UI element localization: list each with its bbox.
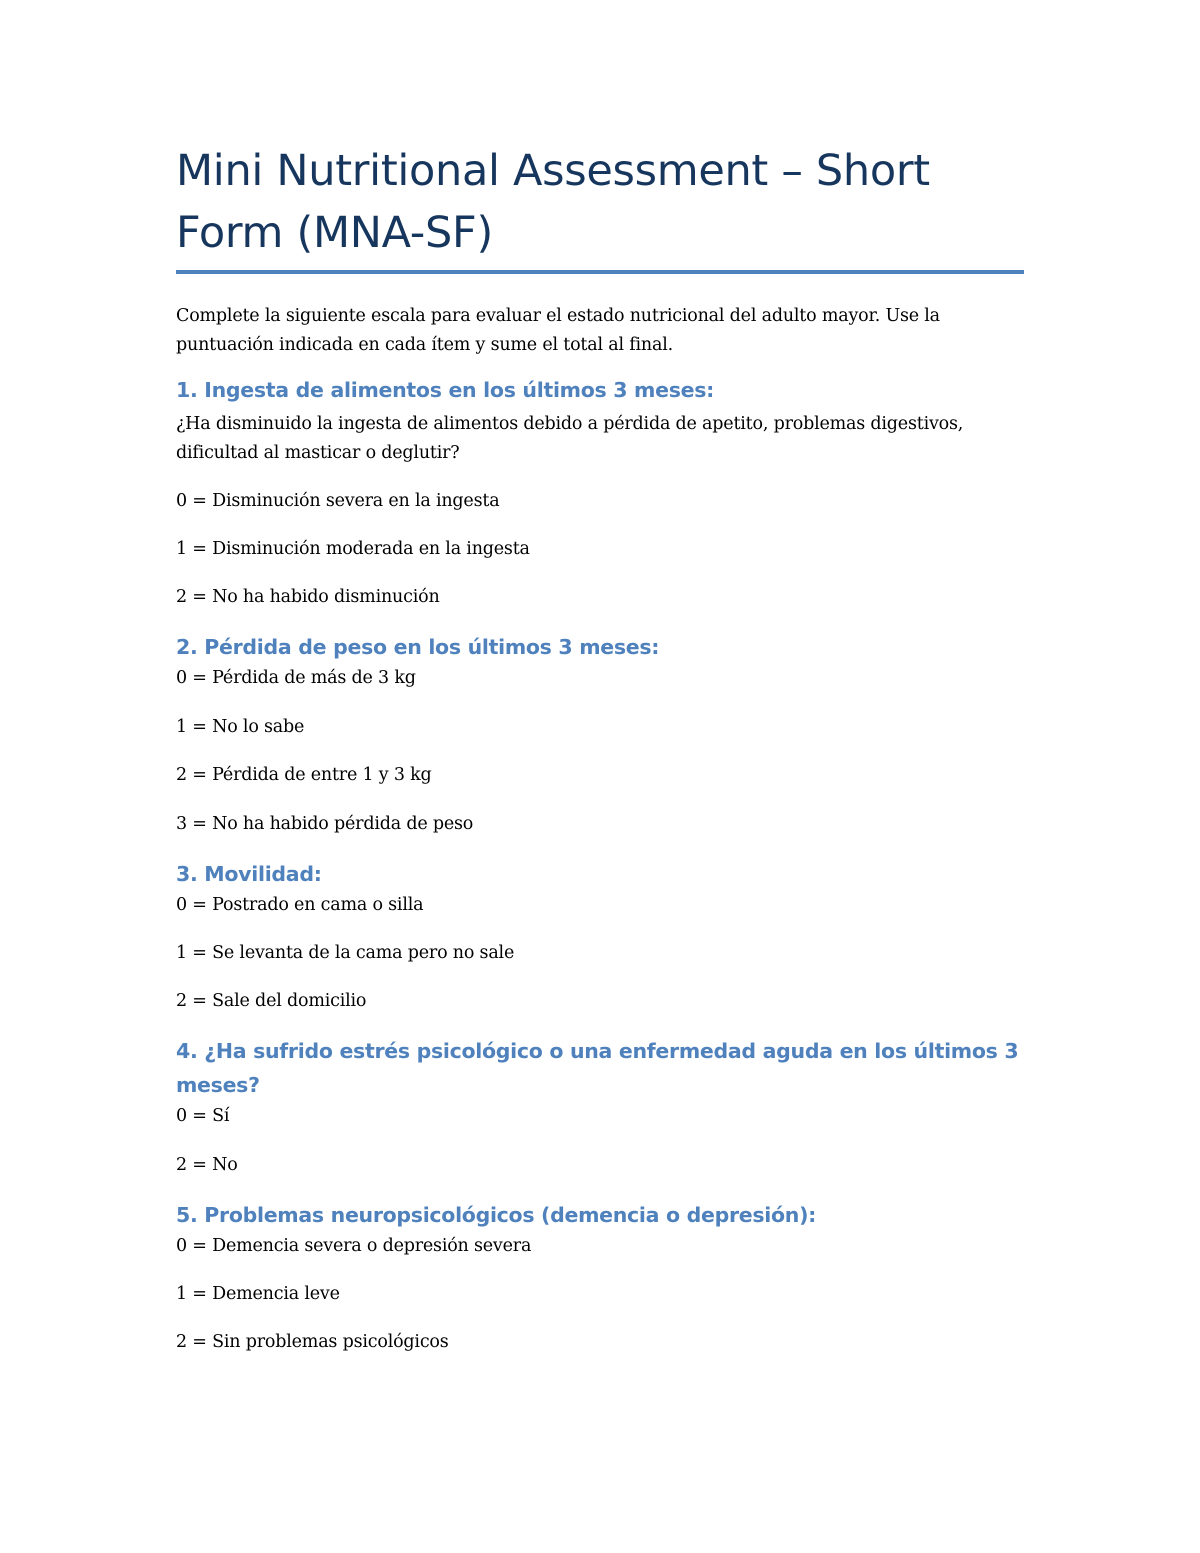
section-5	[176, 1198, 1024, 1357]
section-3	[176, 857, 1024, 1016]
section-1	[176, 373, 1024, 612]
document-title: Mini Nutritional Assessment – Short Form (MNA-SF)	[176, 140, 1024, 274]
section-heading: 3. Movilidad:	[176, 862, 322, 886]
option-item: 0 = Postrado en cama o silla	[176, 895, 424, 915]
section-4	[176, 1034, 1024, 1180]
option-item: 2 = Pérdida de entre 1 y 3 kg	[176, 765, 432, 785]
option-item: 2 = No ha habido disminución	[176, 587, 440, 607]
section-heading: 4. ¿Ha sufrido estrés psicológico o una enfermedad aguda en los últimos 3 meses?	[176, 1039, 1019, 1097]
option-item: 1 = No lo sabe	[176, 717, 305, 737]
option-item: 3 = No ha habido pérdida de peso	[176, 814, 474, 834]
option-item: 0 = Pérdida de más de 3 kg	[176, 668, 416, 688]
option-item: 2 = Sin problemas psicológicos	[176, 1332, 449, 1352]
intro-paragraph: Complete la siguiente escala para evaluar el estado nutricional del adulto mayor. Use la puntuación indicada en cada ítem y sume el total al final.	[176, 306, 940, 355]
option-item: 2 = No	[176, 1155, 238, 1175]
option-item: 0 = Sí	[176, 1106, 230, 1126]
document-body	[176, 140, 1024, 1357]
section-question: ¿Ha disminuido la ingesta de alimentos debido a pérdida de apetito, problemas digestivos, dificultad al masticar o deglutir?	[176, 414, 964, 463]
section-heading: 1. Ingesta de alimentos en los últimos 3 meses:	[176, 378, 715, 402]
section-2	[176, 630, 1024, 839]
option-item: 1 = Disminución moderada en la ingesta	[176, 539, 530, 559]
option-item: 2 = Sale del domicilio	[176, 991, 367, 1011]
option-item: 1 = Demencia leve	[176, 1284, 340, 1304]
option-item: 0 = Disminución severa en la ingesta	[176, 491, 500, 511]
section-heading: 5. Problemas neuropsicológicos (demencia o depresión):	[176, 1203, 817, 1227]
option-item: 0 = Demencia severa o depresión severa	[176, 1236, 532, 1256]
section-heading: 2. Pérdida de peso en los últimos 3 meses:	[176, 635, 660, 659]
option-item: 1 = Se levanta de la cama pero no sale	[176, 943, 515, 963]
